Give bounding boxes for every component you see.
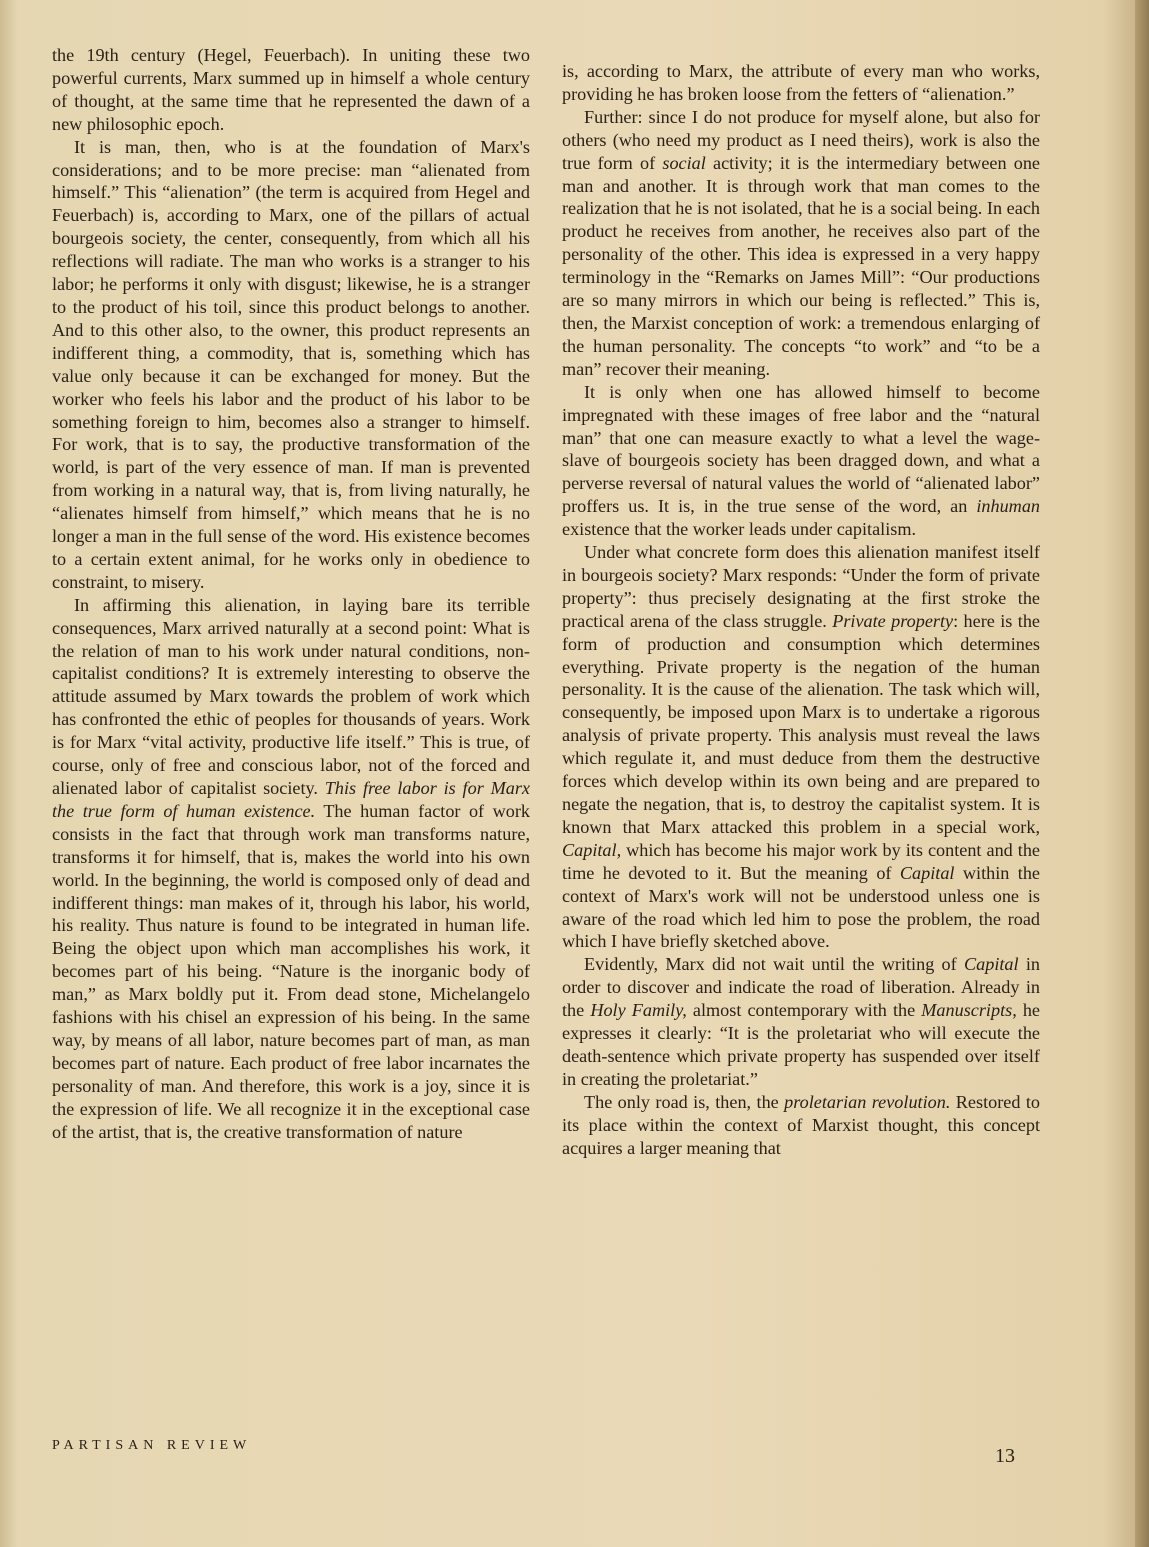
- journal-title: PARTISAN REVIEW: [52, 1438, 252, 1453]
- emphasis: Capital: [964, 954, 1019, 975]
- paragraph: In affirming this alienation, in laying bare its terrible consequences, Marx arrived naturally at a second point: What is the relation of man to his work under natural conditions, non-capitalist conditions? It is extremely interesting to observe the attitude assumed by Marx towards the problem of work which has confronted the ethic of peoples for thousands of years. Work is for Marx “vital activity, productive life itself.” This is true, of course, only of free and conscious labor, not of the forced and alienated labor of capitalist society. This free labor is for Marx the true form of human existence. The human factor of work consists in the fact that through work man transforms nature, transforms it for himself, that is, makes the world into his own world. In the beginning, the world is composed only of dead and indifferent things: man makes of it, through his labor, his world, his reality. Thus nature is found to be integrated in human life. Being the object upon which man accomplishes his work, it becomes part of his being. “Nature is the inorganic body of man,” as Marx boldly put it. From dead stone, Michelangelo fashions with his chisel an expression of his being. In the same way, by means of all labor, nature becomes part of man, as man becomes part of nature. Each product of free labor incarnates the personality of man. And therefore, this work is a joy, since it is the expression of life. We all recognize it in the exceptional case of the artist, that is, the creative transformation of nature: [52, 594, 530, 1142]
- paragraph: It is only when one has allowed himself to become impregnated with these images of free labor and the “natural man” that one can measure exactly to what a level the wage-slave of bourgeois society has been dragged down, and what a perverse reversal of natural values the world of “alienated labor” proffers us. It is, in the true sense of the word, an inhuman existence that the worker leads under capitalism.: [562, 381, 1040, 540]
- emphasis: proletarian revolution.: [784, 1091, 951, 1112]
- paragraph: The only road is, then, the proletarian revolution. Restored to its place within the context of Marxist thought, this concept acquires a larger meaning that: [562, 1091, 1041, 1158]
- paragraph: Under what concrete form does this alienation manifest itself in bourgeois society? Marx responds: “Under the form of private property”: thus precisely designating at the first stroke the practical arena of the class struggle. Private property: here is the form of production and consumption which determines everything. Private property is the negation of the human personality. It is the cause of the alienation. The task which will, consequently, be imposed upon Marx is to undertake a rigorous analysis of private property. This analysis must reveal the laws which regulate it, and must deduce from them the destructive forces which develop within its own being and are prepared to negate the negation, that is, to destroy the capitalist system. It is known that Marx attacked this problem in a special work, Capital, which has become his major work by its content and the time he devoted to it. But the meaning of Capital within the context of Marx's work will not be understood unless one is aware of the road which led him to pose the problem, the road which I have briefly sketched above.: [562, 542, 1041, 952]
- page-number: 13: [995, 1445, 1015, 1467]
- left-column: [52, 44, 530, 1144]
- paragraph: is, according to Marx, the attribute of every man who works, providing he has broken loose from the fetters of “alienation.”: [562, 61, 1040, 104]
- paragraph: It is man, then, who is at the foundation of Marx's considerations; and to be more precise: man “alienated from himself.” This “alienation” (the term is acquired from Hegel and Feuerbach) is, according to Marx, one of the pillars of actual bourgeois society, the center, consequently, from which all his reflections will radiate. The man who works is a stranger to his labor; he performs it only with disgust; likewise, he is a stranger to the product of his toil, since this product belongs to another. And to this other also, to the owner, this product represents an indifferent thing, a commodity, that is, something which has value only because it can be exchanged for money. But the worker who feels his labor and the product of his labor to be something foreign to him, becomes also a stranger to himself. For work, that is to say, the productive transformation of the world, is part of the very essence of man. If man is prevented from working in a natural way, that is, from living naturally, he “alienates himself from himself,” which means that he is no longer a man in the full sense of the word. His existence becomes to a certain extent animal, for he works only in obedience to constraint, to misery.: [52, 136, 530, 592]
- emphasis: Capital: [899, 862, 955, 883]
- emphasis: inhuman: [976, 496, 1040, 517]
- right-column: [562, 60, 1040, 1160]
- emphasis: social: [662, 152, 706, 173]
- emphasis: Private property: [832, 610, 954, 631]
- emphasis: Manuscripts,: [921, 1000, 1017, 1021]
- emphasis: Capital,: [562, 839, 622, 860]
- emphasis: Holy Family,: [590, 1000, 687, 1021]
- page-edge: [1135, 0, 1149, 1547]
- paragraph: Further: since I do not produce for myself alone, but also for others (who need my product as I need theirs), work is also the true form of social activity; it is the intermediary between one man and another. It is through work that man comes to the realization that he is not isolated, that he is a social being. In each product he receives from another, he receives also part of the personality of the other. This idea is expressed in a very happy terminology in the “Remarks on James Mill”: “Our productions are so many mirrors in which our being is reflected.” This is, then, the Marxist conception of work: a tremendous enlarging of the human personality. The concepts “to work” and “to be a man” recover their meaning.: [562, 106, 1041, 379]
- paragraph: Evidently, Marx did not wait until the writing of Capital in order to discover and indicate the road of liberation. Already in the Holy Family, almost contemporary with the Manuscripts, he expresses it clearly: “It is the proletariat who will execute the death-sentence which private property has suspended over itself in creating the proletariat.”: [562, 954, 1040, 1089]
- emphasis: This free labor is for Marx the true form of human existence.: [52, 778, 530, 821]
- paragraph: the 19th century (Hegel, Feuerbach). In uniting these two powerful currents, Marx summed up in himself a whole century of thought, at the same time that he represented the dawn of a new philosophic epoch.: [52, 45, 530, 134]
